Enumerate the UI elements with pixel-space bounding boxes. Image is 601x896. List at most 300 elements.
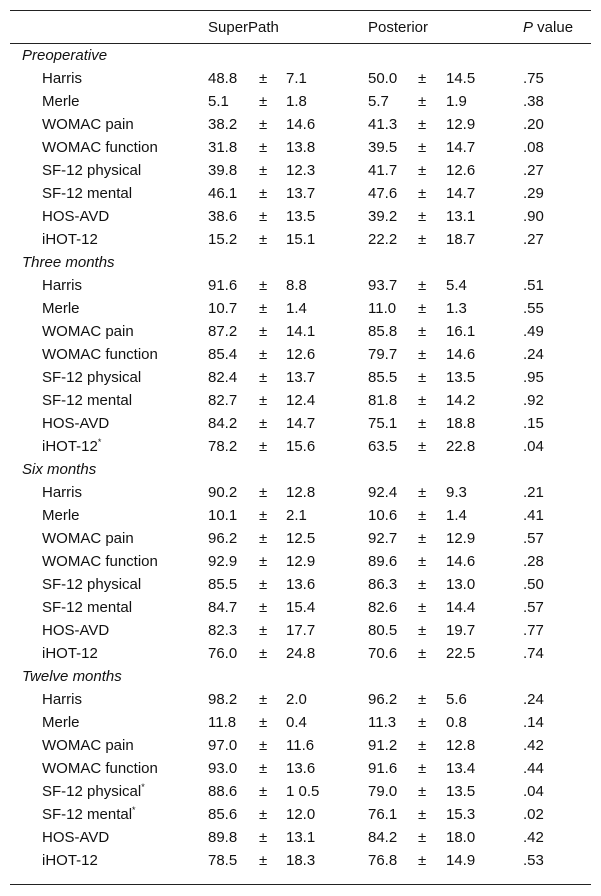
posterior-sd: 14.4 [446, 599, 476, 616]
posterior-mean: 70.6 [368, 645, 398, 662]
section-heading: Six months [22, 461, 97, 478]
posterior-sd: 15.3 [446, 806, 476, 823]
table-row [0, 803, 601, 826]
table-row [0, 435, 601, 458]
superpath-mean: 92.9 [208, 553, 238, 570]
plus-minus-sign: ± [259, 553, 268, 570]
posterior-mean: 76.1 [368, 806, 398, 823]
posterior-sd: 14.7 [446, 139, 476, 156]
superpath-mean: 85.6 [208, 806, 238, 823]
row-label [42, 205, 109, 228]
row-label [42, 389, 132, 412]
table-row [0, 205, 601, 228]
row-label [42, 550, 158, 573]
plus-minus-sign: ± [259, 599, 268, 616]
plus-minus-sign: ± [259, 346, 268, 363]
superpath-mean: 38.6 [208, 208, 238, 225]
plus-minus-sign: ± [418, 507, 427, 524]
plus-minus-sign: ± [259, 392, 268, 409]
superpath-sd: 12.6 [286, 346, 316, 363]
plus-minus-sign: ± [418, 553, 427, 570]
row-label-text: iHOT-12 [42, 231, 98, 248]
row-label [42, 757, 158, 780]
superpath-mean: 90.2 [208, 484, 238, 501]
posterior-mean: 79.0 [368, 783, 398, 800]
row-label-text: WOMAC pain [42, 323, 134, 340]
row-label [42, 320, 134, 343]
posterior-sd: 12.9 [446, 116, 476, 133]
plus-minus-sign: ± [418, 346, 427, 363]
p-value: .95 [523, 369, 544, 386]
table-row [0, 481, 601, 504]
table-row [0, 619, 601, 642]
posterior-sd: 12.6 [446, 162, 476, 179]
plus-minus-sign: ± [418, 415, 427, 432]
plus-minus-sign: ± [259, 415, 268, 432]
row-label-text: WOMAC function [42, 139, 158, 156]
table-row [0, 182, 601, 205]
posterior-sd: 14.7 [446, 185, 476, 202]
row-label-text: SF-12 physical [42, 576, 142, 593]
posterior-mean: 11.0 [368, 300, 397, 317]
row-label [42, 596, 132, 619]
row-label-text: WOMAC function [42, 760, 158, 777]
superpath-mean: 93.0 [208, 760, 238, 777]
posterior-mean: 75.1 [368, 415, 398, 432]
row-label-text: HOS-AVD [42, 208, 110, 225]
superpath-sd: 13.6 [286, 760, 316, 777]
row-label-text: iHOT-12 [42, 852, 98, 869]
table-bottom-rule [10, 884, 591, 885]
row-label-text: Merle [42, 93, 80, 110]
p-value: .57 [523, 599, 544, 616]
p-value: .92 [523, 392, 544, 409]
table-row [0, 527, 601, 550]
plus-minus-sign: ± [418, 829, 427, 846]
p-value: .50 [523, 576, 544, 593]
table-row [0, 711, 601, 734]
posterior-mean: 80.5 [368, 622, 398, 639]
table-row [0, 159, 601, 182]
row-label [42, 90, 80, 113]
posterior-mean: 63.5 [368, 438, 398, 455]
table-row [0, 412, 601, 435]
p-value: .44 [523, 760, 544, 777]
table-row [0, 688, 601, 711]
row-label-text: SF-12 physical [42, 783, 142, 800]
p-value: .04 [523, 783, 544, 800]
row-label [42, 642, 98, 665]
plus-minus-sign: ± [259, 116, 268, 133]
table-row [0, 780, 601, 803]
superpath-sd: 12.0 [286, 806, 316, 823]
posterior-mean: 92.7 [368, 530, 398, 547]
row-label [42, 826, 109, 849]
p-value: .27 [523, 231, 544, 248]
superpath-mean: 89.8 [208, 829, 238, 846]
p-value: .74 [523, 645, 544, 662]
row-label [42, 504, 80, 527]
p-value: .41 [523, 507, 544, 524]
posterior-sd: 13.5 [446, 369, 476, 386]
plus-minus-sign: ± [259, 576, 268, 593]
plus-minus-sign: ± [259, 622, 268, 639]
table-row [0, 67, 601, 90]
header-posterior: Posterior [368, 19, 429, 36]
plus-minus-sign: ± [259, 438, 268, 455]
plus-minus-sign: ± [418, 806, 427, 823]
plus-minus-sign: ± [259, 783, 268, 800]
table-row [0, 849, 601, 872]
superpath-mean: 10.7 [208, 300, 238, 317]
row-label-text: SF-12 mental [42, 599, 133, 616]
row-label [42, 619, 109, 642]
plus-minus-sign: ± [259, 484, 268, 501]
plus-minus-sign: ± [259, 185, 268, 202]
plus-minus-sign: ± [418, 369, 427, 386]
superpath-mean: 96.2 [208, 530, 238, 547]
superpath-sd: 0.4 [286, 714, 307, 731]
posterior-sd: 0.8 [446, 714, 467, 731]
superpath-mean: 82.7 [208, 392, 238, 409]
row-label-text: Merle [42, 507, 80, 524]
superpath-mean: 46.1 [208, 185, 238, 202]
plus-minus-sign: ± [418, 622, 427, 639]
p-value: .42 [523, 829, 544, 846]
row-label [42, 136, 158, 159]
superpath-mean: 39.8 [208, 162, 238, 179]
posterior-mean: 39.2 [368, 208, 398, 225]
plus-minus-sign: ± [259, 323, 268, 340]
row-label-text: iHOT-12 [42, 645, 98, 662]
plus-minus-sign: ± [259, 300, 268, 317]
table-row [0, 320, 601, 343]
superpath-sd: 14.1 [286, 323, 316, 340]
row-label [42, 67, 82, 90]
section-heading: Preoperative [22, 47, 108, 64]
row-label-text: WOMAC function [42, 553, 158, 570]
superpath-sd: 15.6 [286, 438, 316, 455]
plus-minus-sign: ± [418, 139, 427, 156]
superpath-mean: 78.5 [208, 852, 238, 869]
plus-minus-sign: ± [418, 599, 427, 616]
plus-minus-sign: ± [259, 645, 268, 662]
row-label [42, 274, 82, 297]
posterior-sd: 18.8 [446, 415, 476, 432]
posterior-sd: 5.6 [446, 691, 467, 708]
plus-minus-sign: ± [259, 507, 268, 524]
superpath-sd: 13.7 [286, 369, 316, 386]
section-heading: Twelve months [22, 668, 122, 685]
table-row [0, 550, 601, 573]
plus-minus-sign: ± [418, 438, 427, 455]
superpath-mean: 5.1 [208, 93, 229, 110]
plus-minus-sign: ± [259, 760, 268, 777]
posterior-sd: 13.5 [446, 783, 476, 800]
posterior-mean: 22.2 [368, 231, 398, 248]
p-value: .27 [523, 162, 544, 179]
row-label [42, 481, 82, 504]
posterior-mean: 11.3 [368, 714, 397, 731]
posterior-sd: 12.9 [446, 530, 476, 547]
posterior-sd: 9.3 [446, 484, 467, 501]
row-label-text: WOMAC pain [42, 737, 134, 754]
posterior-sd: 14.9 [446, 852, 476, 869]
row-label-text: SF-12 mental [42, 392, 133, 409]
p-value: .29 [523, 185, 544, 202]
significance-marker: * [97, 437, 102, 447]
plus-minus-sign: ± [418, 852, 427, 869]
row-label-text: HOS-AVD [42, 622, 110, 639]
posterior-mean: 93.7 [368, 277, 398, 294]
table-row [0, 343, 601, 366]
table-row [0, 734, 601, 757]
p-value: .04 [523, 438, 544, 455]
plus-minus-sign: ± [259, 369, 268, 386]
plus-minus-sign: ± [418, 162, 427, 179]
posterior-mean: 76.8 [368, 852, 398, 869]
superpath-sd: 24.8 [286, 645, 316, 662]
posterior-mean: 86.3 [368, 576, 398, 593]
posterior-sd: 13.1 [446, 208, 476, 225]
posterior-sd: 5.4 [446, 277, 467, 294]
row-label-text: SF-12 mental [42, 185, 133, 202]
plus-minus-sign: ± [418, 530, 427, 547]
superpath-sd: 11.6 [286, 737, 315, 754]
posterior-mean: 92.4 [368, 484, 398, 501]
posterior-mean: 81.8 [368, 392, 398, 409]
table-row [0, 297, 601, 320]
posterior-sd: 19.7 [446, 622, 476, 639]
superpath-sd: 14.6 [286, 116, 316, 133]
plus-minus-sign: ± [418, 70, 427, 87]
plus-minus-sign: ± [418, 576, 427, 593]
table-row [0, 228, 601, 251]
posterior-mean: 85.8 [368, 323, 398, 340]
posterior-sd: 1.9 [446, 93, 467, 110]
plus-minus-sign: ± [418, 737, 427, 754]
row-label-text: iHOT-12 [42, 438, 98, 455]
row-label-text: SF-12 physical [42, 369, 142, 386]
plus-minus-sign: ± [259, 829, 268, 846]
superpath-mean: 11.8 [208, 714, 237, 731]
header-p-letter: P [523, 19, 534, 36]
plus-minus-sign: ± [259, 714, 268, 731]
p-value: .20 [523, 116, 544, 133]
p-value: .49 [523, 323, 544, 340]
superpath-mean: 48.8 [208, 70, 238, 87]
row-label [42, 435, 101, 458]
plus-minus-sign: ± [418, 300, 427, 317]
superpath-mean: 84.7 [208, 599, 238, 616]
row-label [42, 688, 82, 711]
superpath-sd: 12.4 [286, 392, 316, 409]
posterior-sd: 22.8 [446, 438, 476, 455]
superpath-mean: 91.6 [208, 277, 238, 294]
posterior-sd: 16.1 [446, 323, 476, 340]
table-row [0, 389, 601, 412]
p-value: .57 [523, 530, 544, 547]
row-label [42, 159, 141, 182]
posterior-sd: 14.6 [446, 553, 476, 570]
significance-marker: * [141, 782, 145, 792]
plus-minus-sign: ± [418, 93, 427, 110]
table-row [0, 136, 601, 159]
superpath-sd: 2.1 [286, 507, 307, 524]
p-value: .38 [523, 93, 544, 110]
table-row [0, 90, 601, 113]
row-label-text: WOMAC pain [42, 116, 134, 133]
posterior-sd: 22.5 [446, 645, 476, 662]
p-value: .77 [523, 622, 544, 639]
plus-minus-sign: ± [418, 392, 427, 409]
row-label-text: Harris [42, 70, 82, 87]
superpath-mean: 97.0 [208, 737, 238, 754]
superpath-sd: 8.8 [286, 277, 307, 294]
posterior-sd: 14.6 [446, 346, 476, 363]
superpath-sd: 18.3 [286, 852, 316, 869]
superpath-mean: 31.8 [208, 139, 238, 156]
plus-minus-sign: ± [259, 208, 268, 225]
plus-minus-sign: ± [418, 714, 427, 731]
superpath-mean: 85.5 [208, 576, 238, 593]
posterior-mean: 5.7 [368, 93, 389, 110]
superpath-mean: 87.2 [208, 323, 238, 340]
plus-minus-sign: ± [259, 277, 268, 294]
p-value: .90 [523, 208, 544, 225]
table-row [0, 366, 601, 389]
superpath-sd: 12.8 [286, 484, 316, 501]
posterior-sd: 13.4 [446, 760, 476, 777]
posterior-mean: 41.7 [368, 162, 398, 179]
plus-minus-sign: ± [418, 484, 427, 501]
posterior-mean: 91.6 [368, 760, 398, 777]
row-label [42, 780, 145, 803]
table-row [0, 113, 601, 136]
plus-minus-sign: ± [418, 760, 427, 777]
p-value: .21 [523, 484, 544, 501]
row-label-text: Harris [42, 484, 82, 501]
superpath-mean: 15.2 [208, 231, 238, 248]
row-label-text: SF-12 mental [42, 806, 133, 823]
plus-minus-sign: ± [418, 323, 427, 340]
posterior-sd: 14.2 [446, 392, 476, 409]
posterior-sd: 18.7 [446, 231, 476, 248]
header-superpath: SuperPath [208, 19, 279, 36]
superpath-sd: 12.5 [286, 530, 316, 547]
superpath-sd: 1.4 [286, 300, 307, 317]
superpath-sd: 7.1 [286, 70, 307, 87]
row-label [42, 228, 98, 251]
superpath-mean: 78.2 [208, 438, 238, 455]
header-p-value [523, 18, 573, 38]
table-row [0, 826, 601, 849]
superpath-mean: 10.1 [208, 507, 238, 524]
superpath-sd: 13.5 [286, 208, 316, 225]
plus-minus-sign: ± [259, 162, 268, 179]
row-label [42, 573, 141, 596]
p-value: .75 [523, 70, 544, 87]
p-value: .24 [523, 346, 544, 363]
row-label [42, 182, 132, 205]
row-label-text: Merle [42, 300, 80, 317]
posterior-mean: 41.3 [368, 116, 398, 133]
plus-minus-sign: ± [259, 70, 268, 87]
plus-minus-sign: ± [418, 645, 427, 662]
plus-minus-sign: ± [259, 806, 268, 823]
superpath-mean: 82.4 [208, 369, 238, 386]
p-value: .08 [523, 139, 544, 156]
row-label-text: SF-12 physical [42, 162, 142, 179]
table-row [0, 274, 601, 297]
row-label-text: HOS-AVD [42, 829, 110, 846]
p-value: .28 [523, 553, 544, 570]
row-label-text: Harris [42, 277, 82, 294]
p-value: .42 [523, 737, 544, 754]
table-row [0, 504, 601, 527]
superpath-mean: 88.6 [208, 783, 238, 800]
superpath-mean: 85.4 [208, 346, 238, 363]
row-label [42, 711, 80, 734]
superpath-mean: 76.0 [208, 645, 238, 662]
row-label-text: HOS-AVD [42, 415, 110, 432]
posterior-mean: 96.2 [368, 691, 398, 708]
posterior-mean: 47.6 [368, 185, 398, 202]
superpath-mean: 84.2 [208, 415, 238, 432]
row-label-text: WOMAC pain [42, 530, 134, 547]
plus-minus-sign: ± [259, 139, 268, 156]
p-value: .14 [523, 714, 544, 731]
row-label [42, 803, 136, 826]
superpath-sd: 12.3 [286, 162, 316, 179]
row-label [42, 412, 109, 435]
superpath-mean: 98.2 [208, 691, 238, 708]
posterior-sd: 13.0 [446, 576, 476, 593]
superpath-sd: 1 0.5 [286, 783, 320, 800]
p-value: .53 [523, 852, 544, 869]
superpath-sd: 14.7 [286, 415, 316, 432]
row-label [42, 113, 134, 136]
superpath-sd: 13.8 [286, 139, 316, 156]
superpath-sd: 13.1 [286, 829, 316, 846]
plus-minus-sign: ± [259, 737, 268, 754]
posterior-mean: 10.6 [368, 507, 398, 524]
plus-minus-sign: ± [418, 691, 427, 708]
posterior-mean: 79.7 [368, 346, 398, 363]
p-value: .51 [523, 277, 544, 294]
posterior-mean: 84.2 [368, 829, 398, 846]
row-label [42, 527, 134, 550]
row-label [42, 849, 98, 872]
plus-minus-sign: ± [259, 93, 268, 110]
row-label [42, 297, 80, 320]
p-value: .24 [523, 691, 544, 708]
superpath-sd: 15.4 [286, 599, 316, 616]
table-row [0, 757, 601, 780]
superpath-sd: 1.8 [286, 93, 307, 110]
posterior-sd: 12.8 [446, 737, 476, 754]
posterior-mean: 89.6 [368, 553, 398, 570]
plus-minus-sign: ± [418, 116, 427, 133]
plus-minus-sign: ± [418, 231, 427, 248]
significance-marker: * [132, 805, 136, 815]
superpath-sd: 13.7 [286, 185, 316, 202]
plus-minus-sign: ± [418, 208, 427, 225]
superpath-sd: 12.9 [286, 553, 316, 570]
section-heading: Three months [22, 254, 115, 271]
posterior-sd: 18.0 [446, 829, 476, 846]
posterior-sd: 1.4 [446, 507, 467, 524]
